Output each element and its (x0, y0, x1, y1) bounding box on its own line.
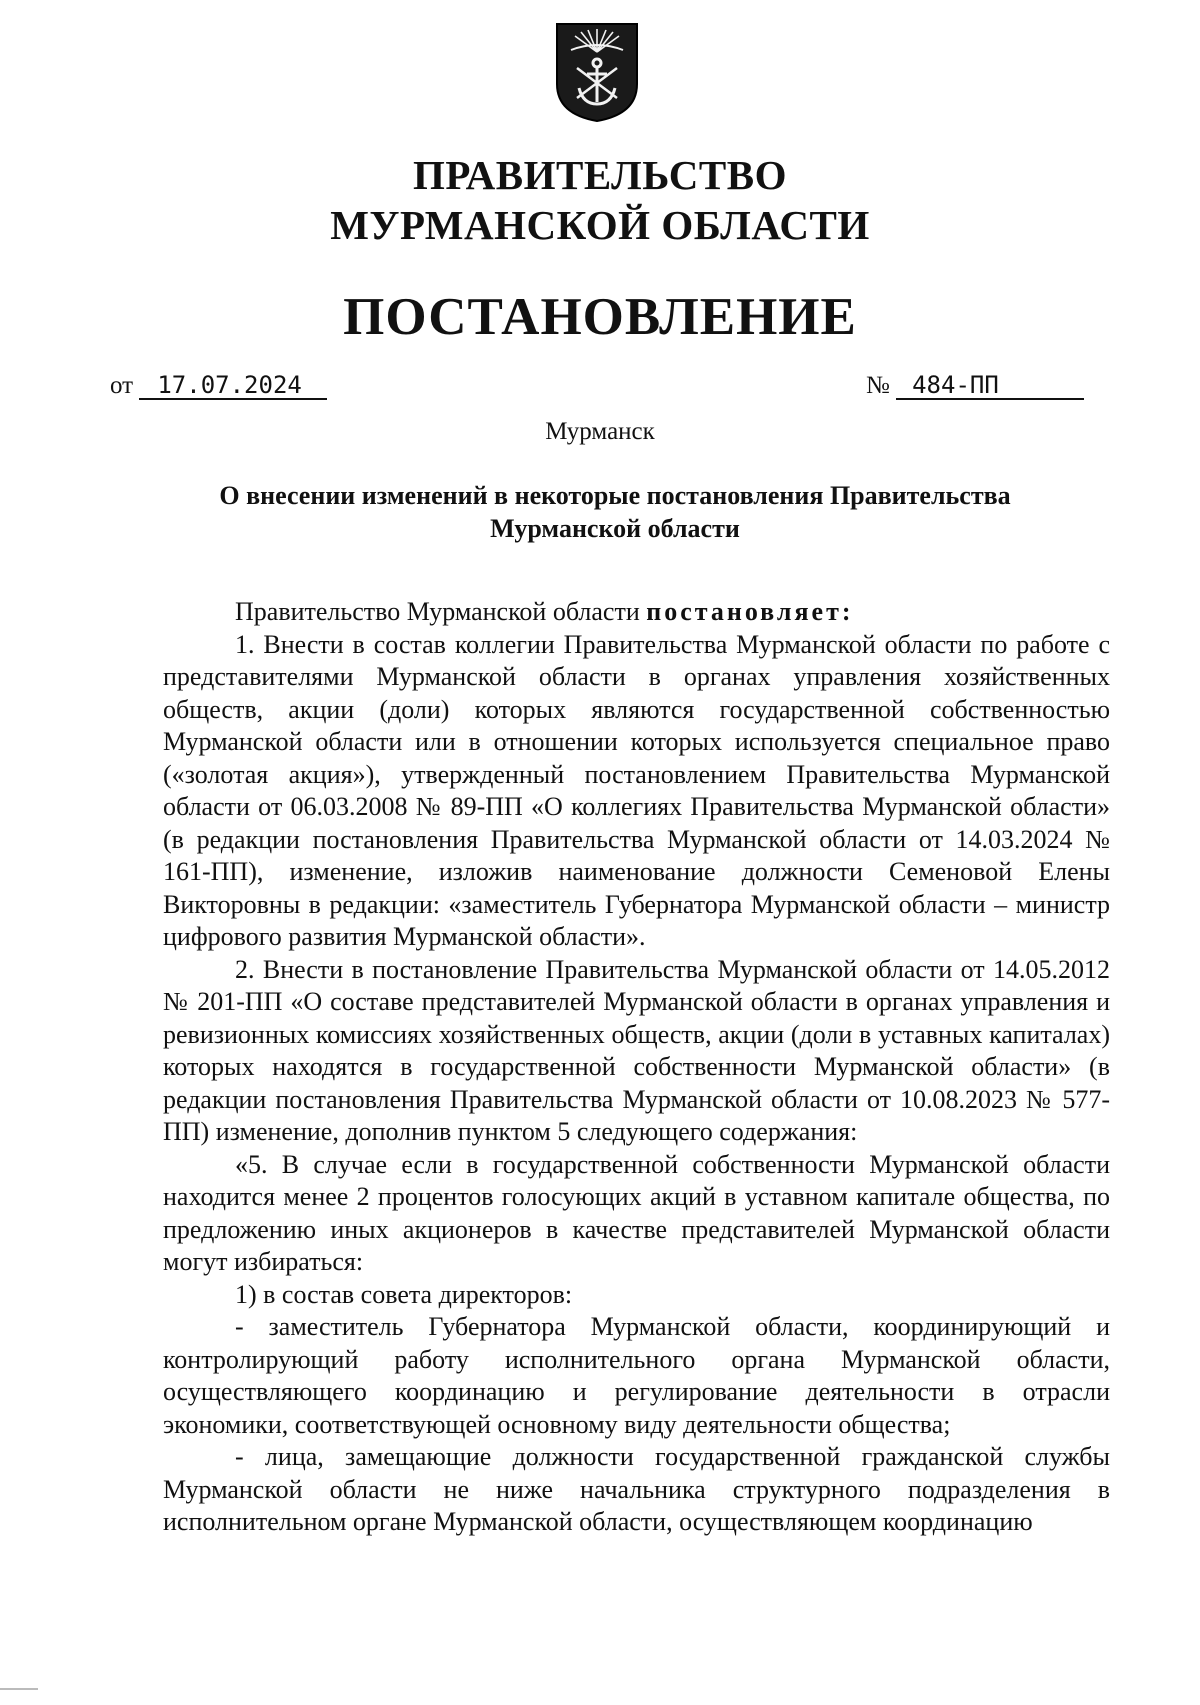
date-value: 17.07.2024 (139, 372, 327, 400)
organization-line-2: МУРМАНСКОЙ ОБЛАСТИ (330, 202, 870, 248)
paragraph-5: - заместитель Губернатора Мурманской области, координирующий и контролирующий работу исполнительного органа Мурманской области, осуществляющего координацию и регулирование деятельности в отрасли экономики, соответствующей основному виду деятельности общества; (163, 1312, 1110, 1439)
document-date (110, 372, 327, 400)
document-type: ПОСТАНОВЛЕНИЕ (343, 288, 857, 346)
subject-line-2: Мурманской области (490, 514, 740, 543)
paragraph-1: 1. Внести в состав коллегии Правительства Мурманской области по работе с представителями Мурманской области в органах управления хозяйственных обществ, акции (доли) которых являются государственной собственностью Мурманской области или в отношении которых используется специальное право («золотая акция»), утвержденный постановлением Правительства Мурманской области от 06.03.2008 № 89-ПП «О коллегиях Правительства Мурманской области» (в редакции постановления Правительства Мурманской области от 14.03.2024 № 161-ПП), изменение, изложив наименование должности Семеновой Елены Викторовны в редакции: «заместитель Губернатора Мурманской области – министр цифрового развития Мурманской области». (163, 629, 1110, 951)
intro-text: Правительство Мурманской области (235, 597, 647, 626)
paragraph-6: - лица, замещающие должности государственной гражданской службы Мурманской области не ниже начальника структурного подразделения в исполнительном органе Мурманской области, осуществляющем координацию (163, 1442, 1110, 1536)
paragraph-2: 2. Внести в постановление Правительства Мурманской области от 14.05.2012 № 201-ПП «О составе представителей Мурманской области в органах управления и ревизионных комиссиях хозяйственных обществ, акции (доли в уставных капиталах) которых находятся в государственной собственности Мурманской области» (в редакции постановления Правительства Мурманской области от 10.08.2023 № 577-ПП) изменение, дополнив пунктом 5 следующего содержания: (163, 954, 1110, 1146)
document-body (163, 596, 1110, 1539)
subject-line-1: О внесении изменений в некоторые постановления Правительства (219, 481, 1011, 510)
number-prefix: № (866, 372, 890, 399)
paragraph-3: «5. В случае если в государственной собственности Мурманской области находится менее 2 процентов голосующих акций в уставном капитале общества, по предложению иных акционеров в качестве представителей Мурманской области могут избираться: (163, 1149, 1110, 1276)
coat-of-arms-icon (555, 22, 639, 123)
scan-mark (0, 1688, 38, 1690)
intro-paragraph (163, 596, 1110, 629)
organization-name (0, 150, 1200, 250)
paragraph-4: 1) в состав совета директоров: (235, 1279, 573, 1309)
intro-resolves: постановляет: (646, 597, 854, 626)
date-prefix: от (110, 372, 134, 399)
organization-line-1: ПРАВИТЕЛЬСТВО (412, 152, 788, 198)
document-number (866, 372, 1084, 400)
city: Мурманск (545, 418, 655, 445)
number-value: 484-ПП (896, 372, 1084, 400)
document-subject (150, 479, 1080, 545)
